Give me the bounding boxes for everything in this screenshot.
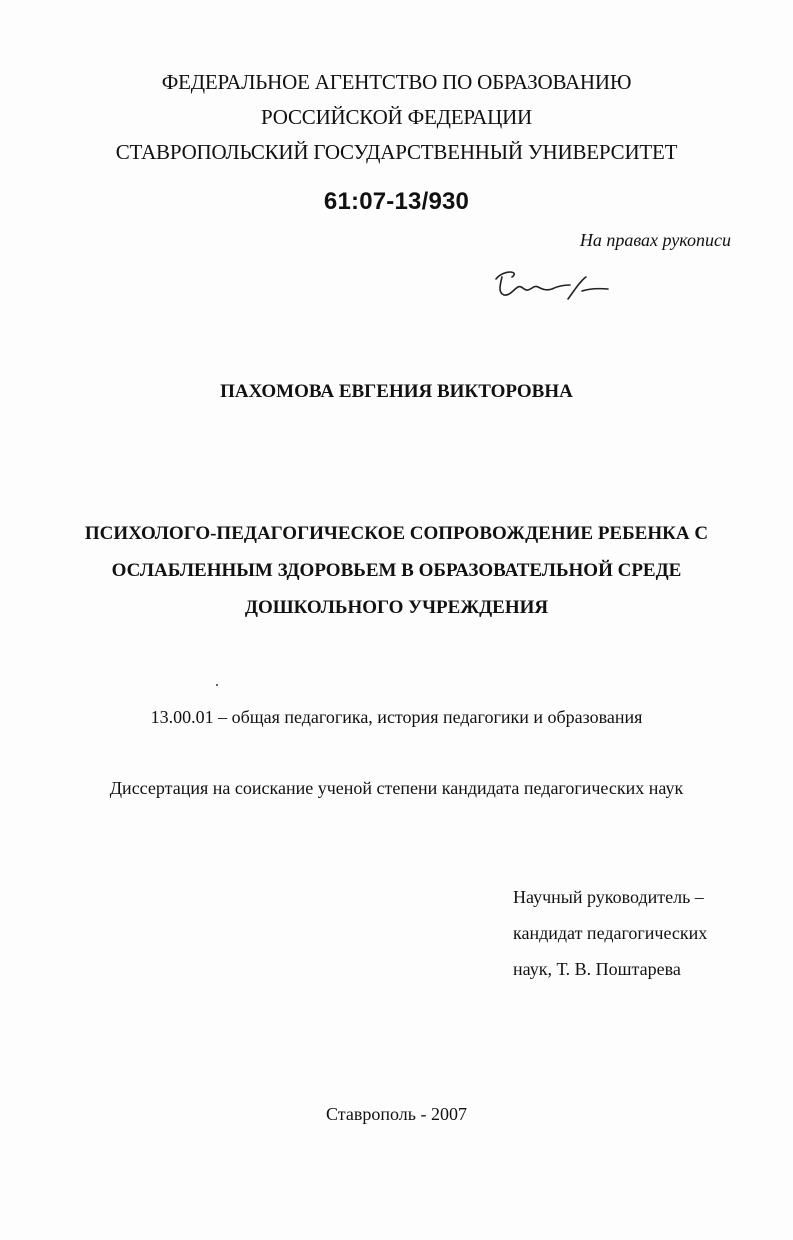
title-line-3: ДОШКОЛЬНОГО УЧРЕЖДЕНИЯ [244, 597, 549, 618]
advisor-line-3: наук, Т. В. Поштарева [513, 959, 681, 979]
degree-line: Диссертация на соискание ученой степени кандидата педагогических наук [109, 778, 684, 798]
manuscript-note: На правах рукописи [579, 230, 731, 250]
specialty-line: 13.00.01 – общая педагогика, история педагогики и образования [150, 707, 643, 727]
university-name: СТАВРОПОЛЬСКИЙ ГОСУДАРСТВЕННЫЙ УНИВЕРСИТЕТ [115, 140, 678, 164]
scan-speck [216, 684, 218, 686]
author-name: ПАХОМОВА ЕВГЕНИЯ ВИКТОРОВНА [220, 381, 573, 402]
catalog-code: 61:07-13/930 [323, 188, 470, 215]
advisor-line-1: Научный руководитель – [513, 887, 704, 907]
city-year: Ставрополь - 2007 [326, 1104, 467, 1124]
agency-line-1: ФЕДЕРАЛЬНОЕ АГЕНТСТВО ПО ОБРАЗОВАНИЮ [161, 70, 632, 94]
title-line-1: ПСИХОЛОГО-ПЕДАГОГИЧЕСКОЕ СОПРОВОЖДЕНИЕ РЕБЕНКА С [84, 523, 709, 544]
agency-line-2: РОССИЙСКОЙ ФЕДЕРАЦИИ [261, 105, 532, 129]
handwritten-signature [490, 263, 620, 307]
advisor-line-2: кандидат педагогических [513, 923, 708, 943]
title-line-2: ОСЛАБЛЕННЫМ ЗДОРОВЬЕМ В ОБРАЗОВАТЕЛЬНОЙ СРЕДЕ [111, 560, 682, 581]
